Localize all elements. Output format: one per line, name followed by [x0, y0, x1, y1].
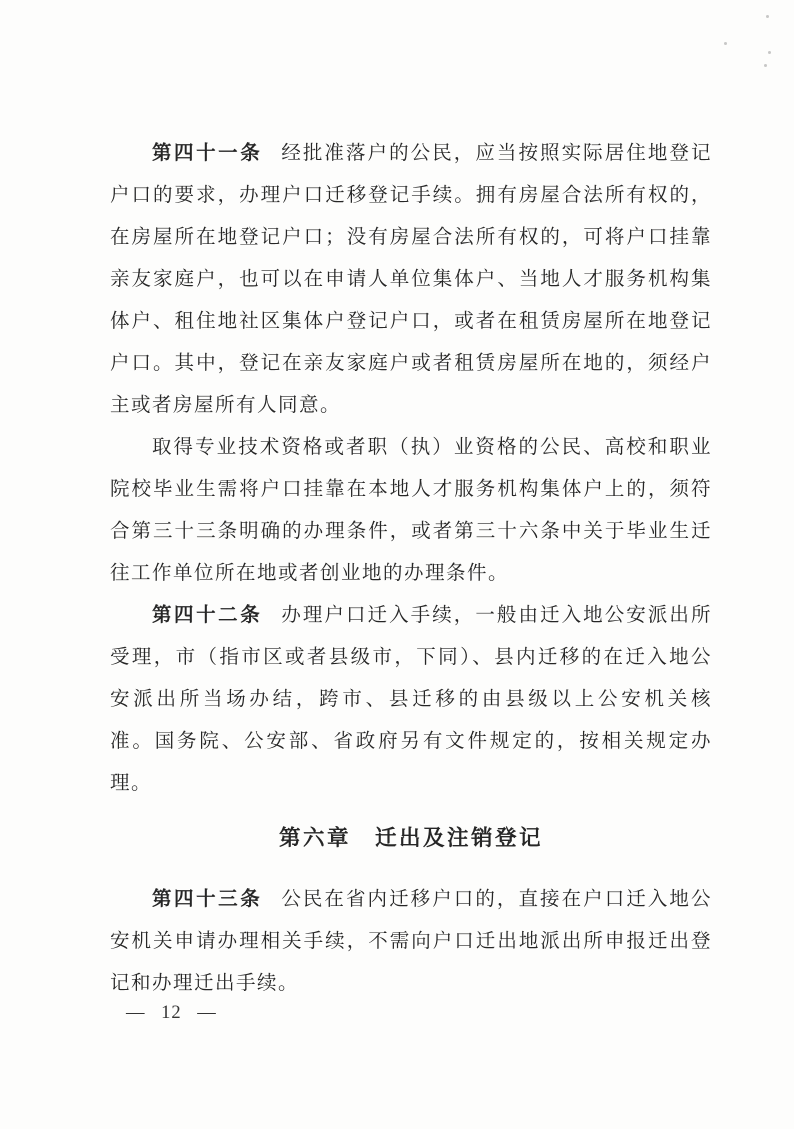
text-line: 户口。其中，登记在亲友家庭户或者租赁房屋所在地的，须经户	[110, 353, 712, 374]
scan-speck	[768, 51, 771, 54]
chapter-heading: 第六章 迁出及注销登记	[278, 826, 543, 850]
text-line: 安机关申请办理相关手续，不需向户口迁出地派出所申报迁出登	[110, 931, 712, 952]
text-line: 亲友家庭户，也可以在申请人单位集体户、当地人才服务机构集	[110, 269, 712, 290]
text-line: 体户、租住地社区集体户登记户口，或者在租赁房屋所在地登记	[110, 311, 712, 332]
scan-speck	[766, 15, 769, 18]
scan-speck	[764, 64, 767, 67]
text-line: 准。国务院、公安部、省政府另有文件规定的，按相关规定办	[110, 731, 712, 752]
article-42-number: 第四十二条	[152, 605, 263, 626]
text-line: 合第三十三条明确的办理条件，或者第三十六条中关于毕业生迁	[110, 521, 712, 542]
text-segment: 办理户口迁入手续，一般由迁入地公安派出所	[281, 605, 712, 626]
text-line: 受理，市（指市区或者县级市，下同）、县内迁移的在迁入地公	[110, 647, 712, 668]
text-line: 往工作单位所在地或者创业地的办理条件。	[110, 563, 510, 584]
text-line: 记和办理迁出手续。	[110, 973, 300, 994]
scan-speck	[724, 42, 727, 45]
text-line	[110, 595, 712, 637]
text-line	[110, 879, 712, 921]
article-41-paragraph-1	[110, 133, 712, 427]
article-42-paragraph	[110, 595, 712, 805]
article-41-number: 第四十一条	[152, 143, 263, 164]
text-segment: 经批准落户的公民，应当按照实际居住地登记	[281, 143, 712, 164]
text-line: 取得专业技术资格或者职（执）业资格的公民、高校和职业	[152, 437, 712, 458]
article-43-paragraph	[110, 879, 712, 1005]
text-line: 主或者房屋所有人同意。	[110, 395, 342, 416]
text-line: 院校毕业生需将户口挂靠在本地人才服务机构集体户上的，须符	[110, 479, 712, 500]
text-line: 安派出所当场办结，跨市、县迁移的由县级以上公安机关核	[110, 689, 712, 710]
article-43-number: 第四十三条	[152, 889, 263, 910]
text-line	[110, 133, 712, 175]
document-body	[110, 133, 712, 1005]
text-line: 理。	[110, 773, 153, 794]
article-41-paragraph-2	[110, 427, 712, 595]
text-line: 在房屋所在地登记户口；没有房屋合法所有权的，可将户口挂靠	[110, 227, 712, 248]
text-line: 户口的要求，办理户口迁移登记手续。拥有房屋合法所有权的，	[110, 185, 712, 206]
text-segment: 公民在省内迁移户口的，直接在户口迁入地公	[281, 889, 712, 910]
page-number: — 12 —	[126, 1003, 217, 1023]
